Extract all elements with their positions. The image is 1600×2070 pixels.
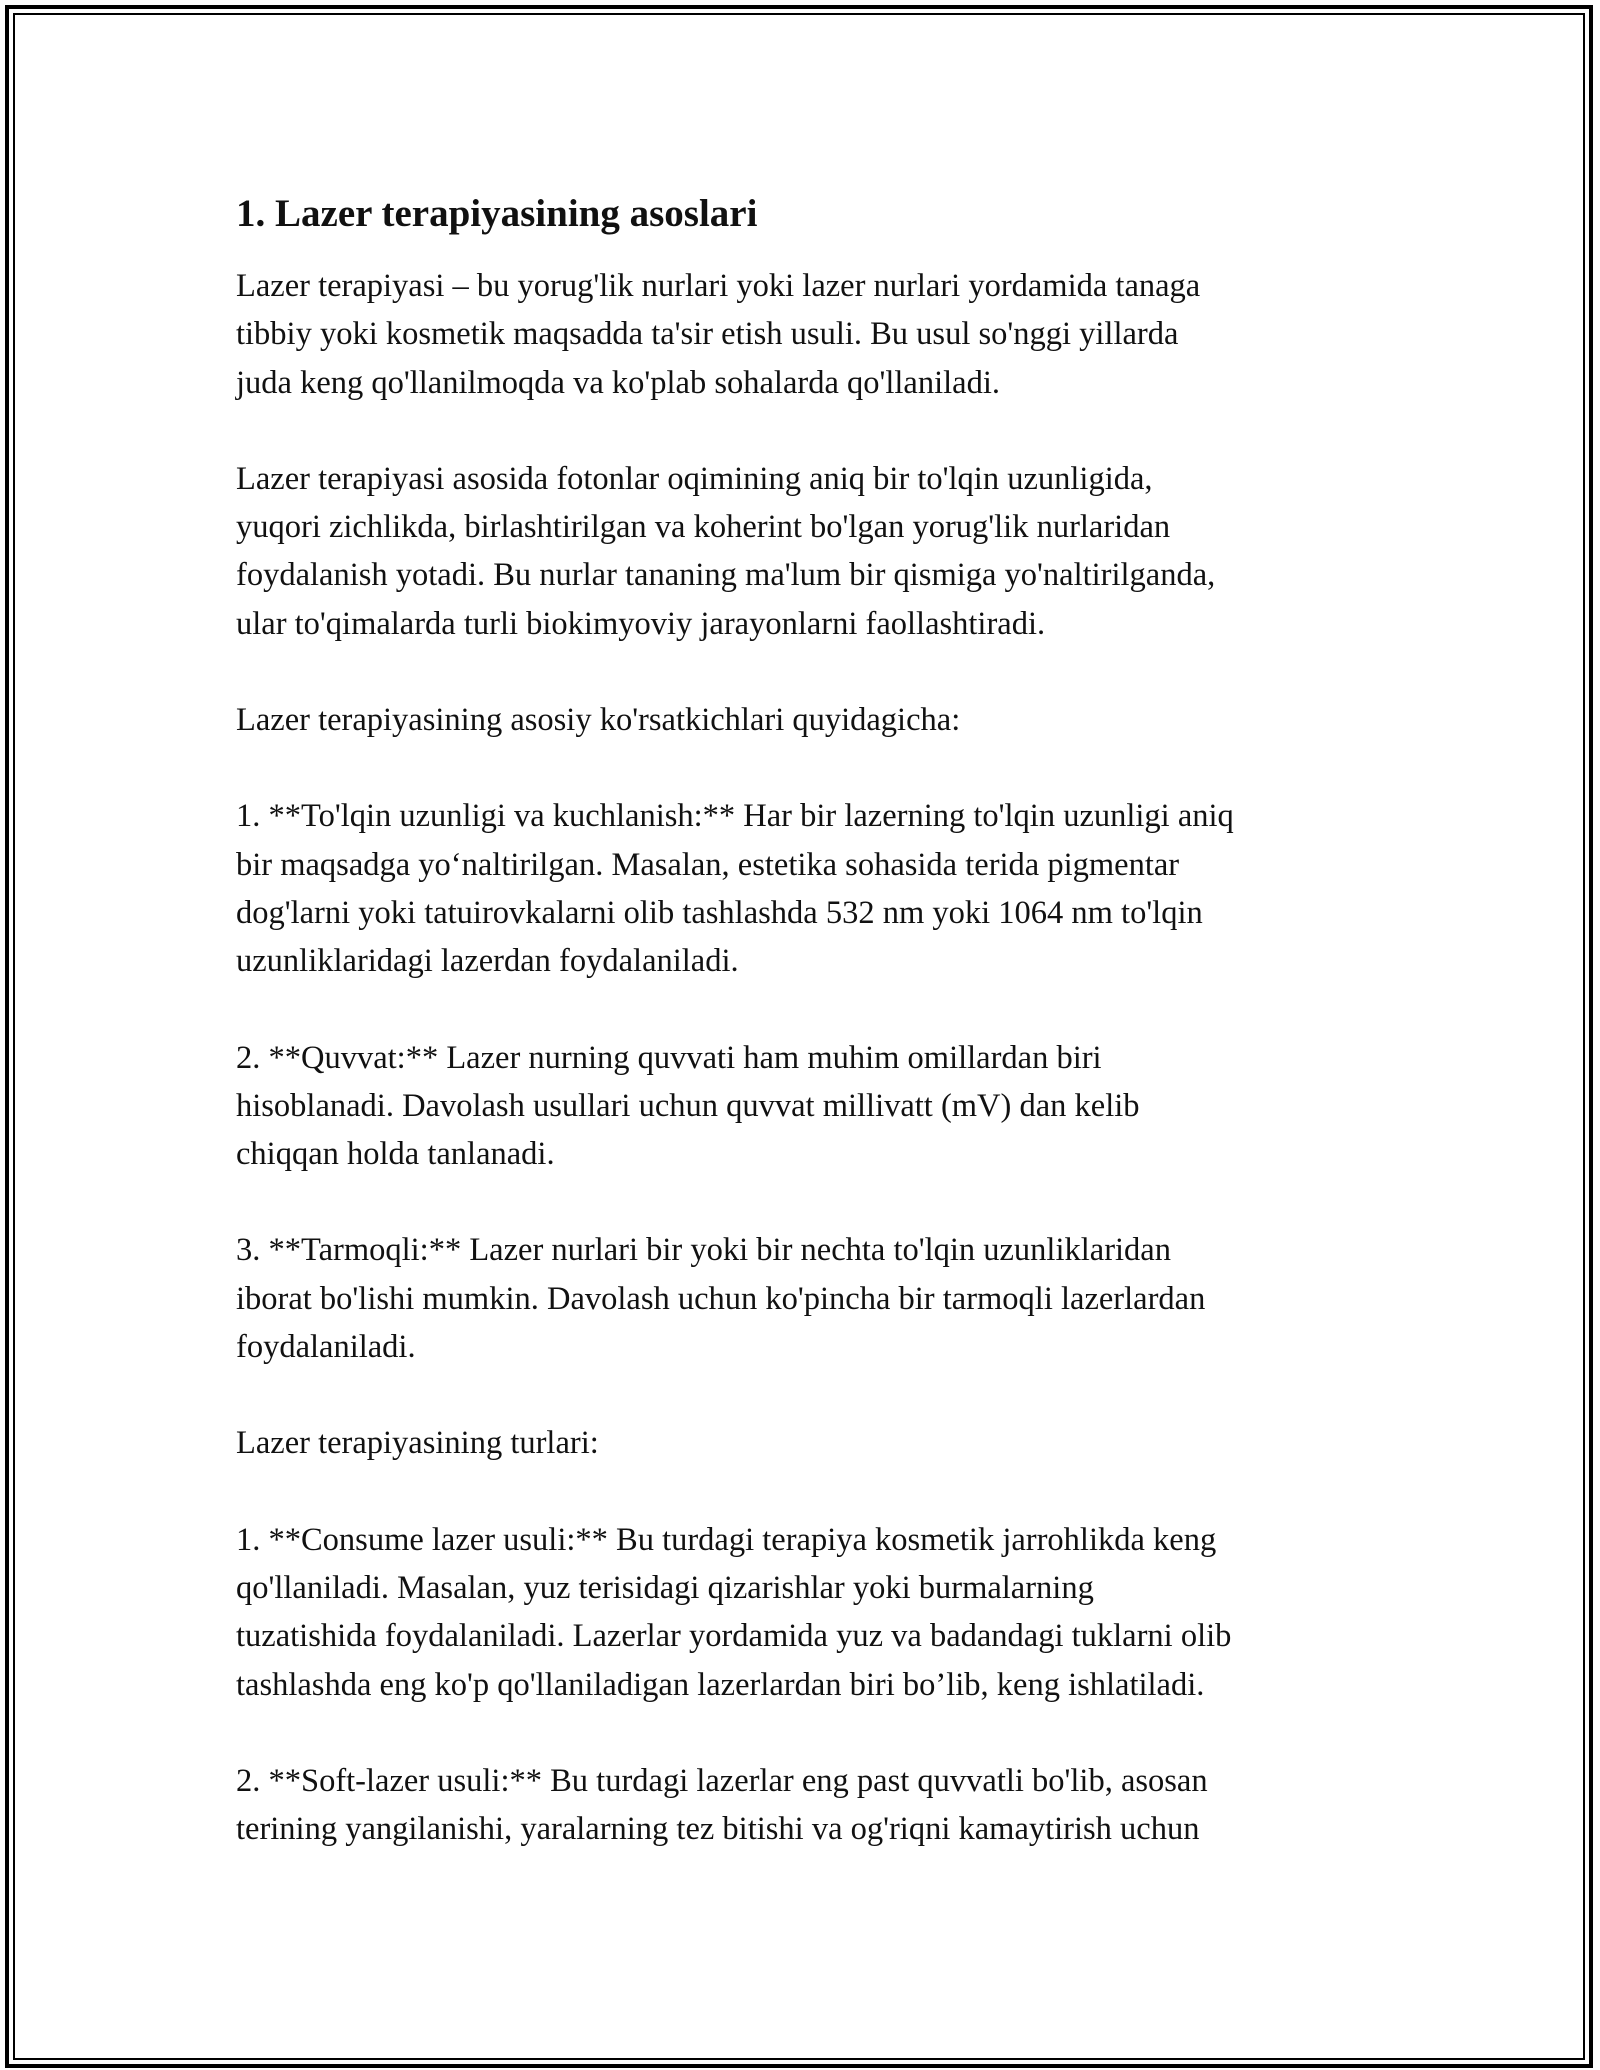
text-line: tibbiy yoki kosmetik maqsadda ta'sir etish usuli. Bu usul so'nggi yillarda <box>236 316 1179 353</box>
text-line: juda keng qo'llanilmoqda va ko'plab sohalarda qo'llaniladi. <box>236 364 1000 401</box>
text-line: foydalanish yotadi. Bu nurlar tananing ma'lum bir qismiga yo'naltirilganda, <box>236 557 1216 594</box>
list-item-soft-laser <box>236 1757 1386 1854</box>
text-line: 3. **Tarmoqli:** Lazer nurlari bir yoki bir nechta to'lqin uzunliklaridan <box>236 1232 1171 1269</box>
text-line: tuzatishida foydalaniladi. Lazerlar yordamida yuz va badandagi tuklarni olib <box>236 1618 1232 1655</box>
text-line: terining yangilanishi, yaralarning tez bitishi va og'riqni kamaytirish uchun <box>236 1811 1200 1848</box>
paragraph-intro <box>236 262 1386 407</box>
paragraph-basis <box>236 455 1386 648</box>
text-line: hisoblanadi. Davolash usullari uchun quvvat millivatt (mV) dan kelib <box>236 1087 1140 1124</box>
paragraph-indicators-intro <box>236 696 1386 744</box>
text-line: uzunliklaridagi lazerdan foydalaniladi. <box>236 943 739 980</box>
text-line: chiqqan holda tanlanadi. <box>236 1136 555 1173</box>
list-item-consume-laser <box>236 1516 1386 1709</box>
text-line: Lazer terapiyasining asosiy ko'rsatkichlari quyidagicha: <box>236 702 961 739</box>
text-line: bir maqsadga yo‘naltirilgan. Masalan, estetika sohasida terida pigmentar <box>236 846 1180 883</box>
list-item-wavelength <box>236 792 1386 985</box>
text-line: iborat bo'lishi mumkin. Davolash uchun ko'pincha bir tarmoqli lazerlardan <box>236 1280 1206 1317</box>
text-line: dog'larni yoki tatuirovkalarni olib tashlashda 532 nm yoki 1064 nm to'lqin <box>236 894 1203 931</box>
text-line: foydalaniladi. <box>236 1329 416 1366</box>
text-line: 1. **Consume lazer usuli:** Bu turdagi terapiya kosmetik jarrohlikda keng <box>236 1521 1217 1558</box>
text-line: tashlashda eng ko'p qo'llaniladigan lazerlardan biri bo’lib, keng ishlatiladi. <box>236 1666 1205 1703</box>
section-heading: 1. Lazer terapiyasining asoslari <box>236 192 758 235</box>
text-line: Lazer terapiyasi asosida fotonlar oqimining aniq bir to'lqin uzunligida, <box>236 460 1153 497</box>
text-line: qo'llaniladi. Masalan, yuz terisidagi qizarishlar yoki burmalarning <box>236 1569 1094 1606</box>
text-line: 2. **Soft-lazer usuli:** Bu turdagi lazerlar eng past quvvatli bo'lib, asosan <box>236 1762 1208 1799</box>
text-line: Lazer terapiyasining turlari: <box>236 1425 599 1462</box>
list-item-band <box>236 1226 1386 1371</box>
paragraph-types-intro <box>236 1419 1386 1467</box>
text-line: 1. **To'lqin uzunligi va kuchlanish:** Har bir lazerning to'lqin uzunligi aniq <box>236 798 1234 835</box>
document-body <box>236 186 1386 1853</box>
text-line: ular to'qimalarda turli biokimyoviy jarayonlarni faollashtiradi. <box>236 605 1046 642</box>
text-line: 2. **Quvvat:** Lazer nurning quvvati ham muhim omillardan biri <box>236 1039 1102 1076</box>
text-line: yuqori zichlikda, birlashtirilgan va koherint bo'lgan yorug'lik nurlaridan <box>236 509 1171 546</box>
text-line: Lazer terapiyasi – bu yorug'lik nurlari yoki lazer nurlari yordamida tanaga <box>236 268 1201 304</box>
list-item-power <box>236 1034 1386 1179</box>
